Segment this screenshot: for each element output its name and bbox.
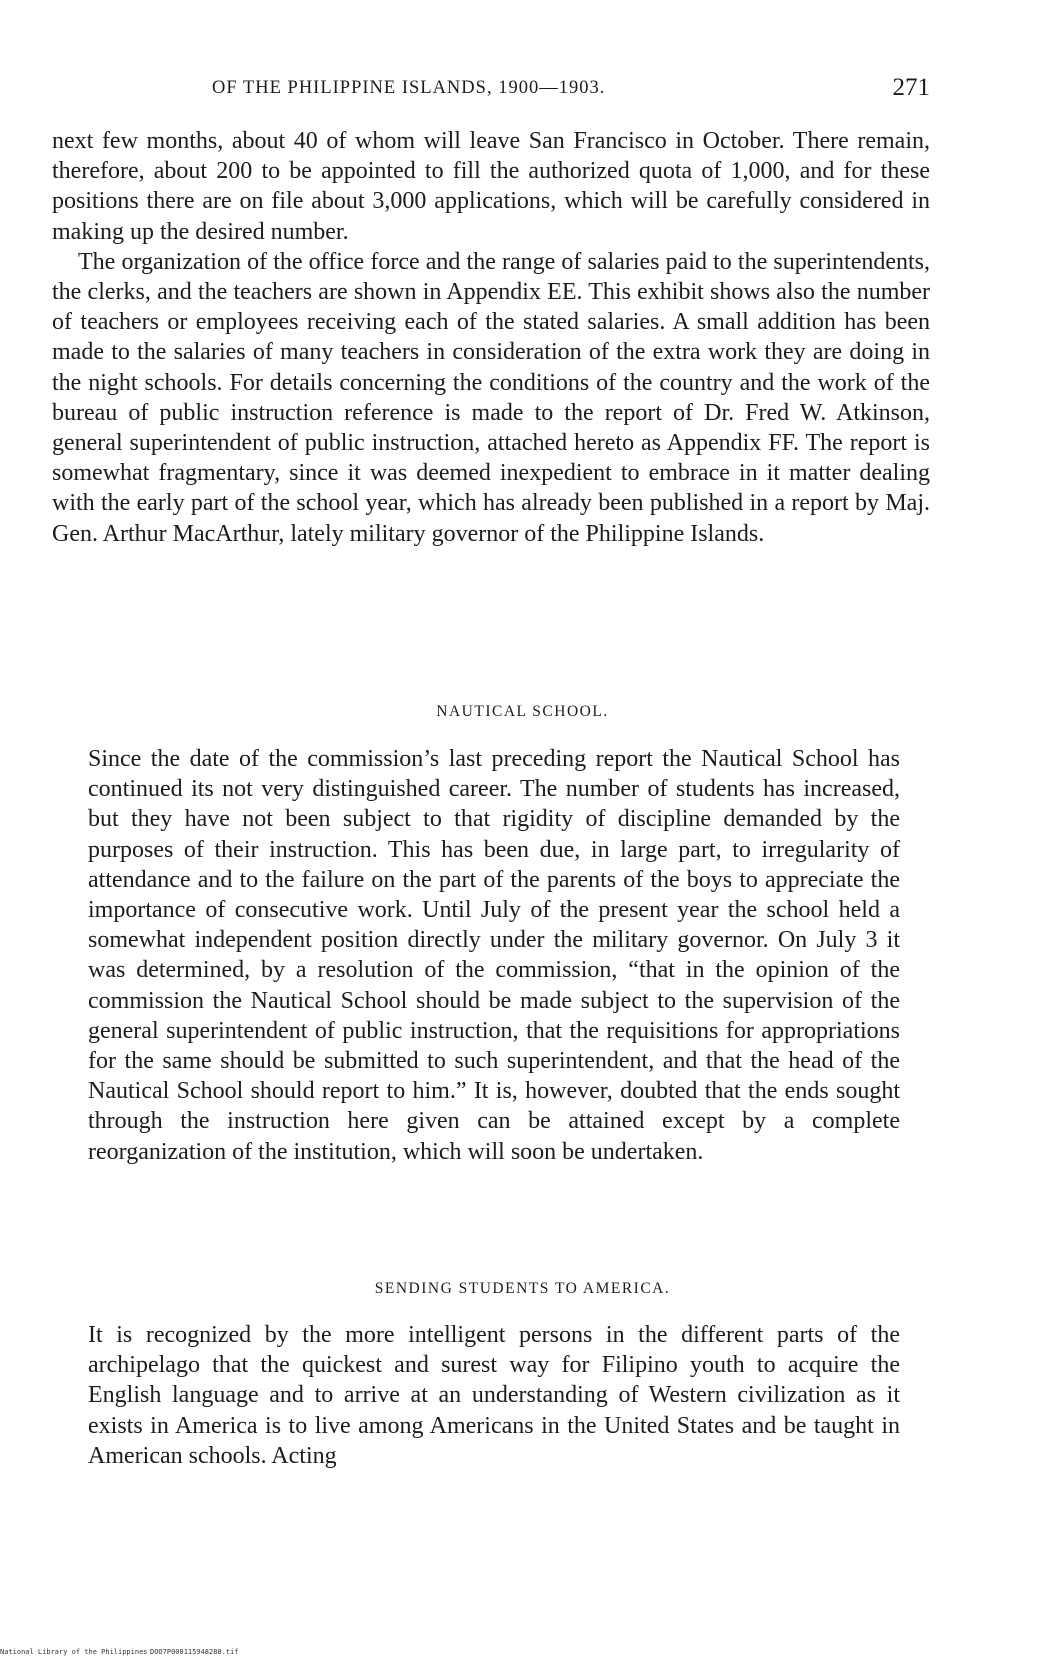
running-header bbox=[52, 74, 942, 104]
paragraph-sending-students: It is recognized by the more intelligent persons in the different parts of the archipelago that the quickest and surest way for Filipino youth to acquire the English language and to arrive at an understanding of Western civilization as it exists in America is to live among Americans in the United States and be taught in American schools. Acting bbox=[88, 1322, 900, 1469]
section-heading-nautical-school: NAUTICAL SCHOOL. bbox=[436, 703, 609, 720]
paragraph-office-force: The organization of the office force and the range of salaries paid to the superintendents, the clerks, and the teachers are shown in Appendix EE. This exhibit shows also the number of teachers or employees receiving each of the stated salaries. A small addition has been made to the salaries of many teachers in consideration of the extra work they are doing in the night schools. For details concerning the conditions of the country and the work of the bureau of public instruction reference is made to the report of Dr. Fred W. Atkinson, general superintendent of public instruction, attached hereto as Appendix FF. The report is somewhat fragmentary, since it was deemed inexpedient to embrace in it matter dealing with the early part of the school year, which has already been published in a report by Maj. Gen. Arthur MacArthur, lately military governor of the Philippine Islands. bbox=[52, 248, 930, 547]
scan-file-code: DOO7P000115948288.tif bbox=[150, 1648, 239, 1656]
library-credit: National Library of the Philippines bbox=[0, 1648, 148, 1656]
section-heading-sending-students: SENDING STUDENTS TO AMERICA. bbox=[374, 1280, 671, 1297]
paragraph-nautical-school: Since the date of the commission’s last preceding report the Nautical School has continued its not very distinguished career. The number of students has increased, but they have not been subject to that rigidity of discipline demanded by the purposes of their instruction. This has been due, in large part, to irregularity of attendance and to the failure on the part of the parents of the boys to appreciate the importance of consecutive work. Until July of the present year the school held a somewhat independent position directly under the military governor. On July 3 it was determined, by a resolution of the commission, “that in the opinion of the commission the Nautical School should be made subject to the supervision of the general superintendent of public instruction, that the requisitions for appropriations for the same should be submitted to such superintendent, and that the head of the Nautical School should report to him.” It is, however, doubted that the ends sought through the instruction here given can be attained except by a complete reorganization of the institution, which will soon be undertaken. bbox=[88, 746, 900, 1165]
page-number: 271 bbox=[892, 74, 930, 101]
section-nautical-school bbox=[88, 744, 900, 1167]
running-title: OF THE PHILIPPINE ISLANDS, 1900—1903. bbox=[212, 78, 606, 98]
opening-text bbox=[52, 126, 930, 549]
paragraph-continuation: next few months, about 40 of whom will leave San Francisco in October. There remain, therefore, about 200 to be appointed to fill the authorized quota of 1,000, and for these positions there are on file about 3,000 applications, which will be carefully considered in making up the desired number. bbox=[52, 128, 930, 245]
section-sending-students bbox=[88, 1320, 900, 1471]
